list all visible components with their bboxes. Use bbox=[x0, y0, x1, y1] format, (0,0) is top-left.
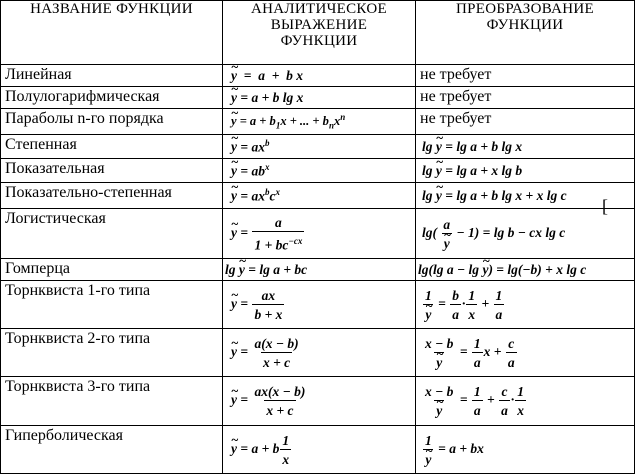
function-name: Линейная bbox=[1, 65, 223, 87]
function-name: Степенная bbox=[1, 135, 223, 159]
expression-parabola: ~ $y = a + b_1x$ + ... + $b_nx^n$ bbox=[223, 109, 416, 135]
expression-tornqvist-2: ~ y = $\frac{a(x - b)}{x + c}$ bbox=[223, 329, 416, 377]
expression-gompertz: lg ~ y = lg a + bc bbox=[223, 259, 416, 281]
transform-power: lg ~ y = lg a + b lg x bbox=[416, 135, 635, 159]
transform-logistic: lg( a ~ y − 1) = lg b − cx lg c bbox=[416, 209, 635, 259]
table-row bbox=[1, 209, 635, 259]
header-row bbox=[1, 1, 635, 65]
table-row bbox=[1, 329, 635, 377]
table-row bbox=[1, 281, 635, 329]
function-name: Торнквиста 2-го типа bbox=[1, 329, 223, 377]
function-name: Показательная bbox=[1, 159, 223, 183]
transform-exponential: lg ~ y = lg a + x lg b bbox=[416, 159, 635, 183]
table-row bbox=[1, 259, 635, 281]
table-row bbox=[1, 183, 635, 209]
function-name: Показательно-степенная bbox=[1, 183, 223, 209]
table-row bbox=[1, 159, 635, 183]
transform-tornqvist-2: x − b ~ y = $\frac{1}{a}$ x + $\frac{c}{a}$ bbox=[416, 329, 635, 377]
expression-tornqvist-3: ~ y = $\frac{ax(x - b)}{x + c}$ bbox=[223, 377, 416, 426]
stray-bracket-mark: [ bbox=[602, 196, 608, 216]
expression-tornqvist-1: ~ y = $\frac{ax}{b + x}$ bbox=[223, 281, 416, 329]
transform-gompertz: lg(lg a − lg ~ y) = lg(−b) + x lg c bbox=[416, 259, 635, 281]
header-analytic-expression: АНАЛИТИЧЕСКОЕ ВЫРАЖЕНИЕ ФУНКЦИИ bbox=[223, 1, 416, 65]
function-name: Гиперболическая bbox=[1, 426, 223, 474]
expression-hyperbolic: ~ y = a + b $\frac{1}{x}$ bbox=[223, 426, 416, 474]
function-name: Логистическая bbox=[1, 209, 223, 259]
table-row bbox=[1, 109, 635, 135]
table-row bbox=[1, 135, 635, 159]
transform-not-required: не требует bbox=[416, 109, 635, 135]
table-row bbox=[1, 426, 635, 474]
expression-exp-power: ~ $y = ax^bc^x$ bbox=[223, 183, 416, 209]
table-row bbox=[1, 65, 635, 87]
transform-not-required: не требует bbox=[416, 87, 635, 109]
expression-linear: ~ y = a + b x bbox=[223, 65, 416, 87]
header-function-name: НАЗВАНИЕ ФУНКЦИИ bbox=[1, 1, 223, 65]
transform-exp-power: lg ~ y = lg a + b lg x + x lg c bbox=[416, 183, 635, 209]
transform-tornqvist-3: x − b ~ y = $\frac{1}{a}$ + $\frac{c}{a}$ · $\frac{1}{x}$ bbox=[416, 377, 635, 426]
function-name: Гомперца bbox=[1, 259, 223, 281]
transform-hyperbolic: 1 ~ y = a + bx bbox=[416, 426, 635, 474]
expression-exponential: ~ $y = ab^x$ bbox=[223, 159, 416, 183]
expression-power: ~ $y = ax^b$ bbox=[223, 135, 416, 159]
function-name: Параболы n-го порядка bbox=[1, 109, 223, 135]
expression-semilog: ~ y = a + b lg x bbox=[223, 87, 416, 109]
function-name: Торнквиста 1-го типа bbox=[1, 281, 223, 329]
function-name: Полулогарифмическая bbox=[1, 87, 223, 109]
expression-logistic: ~ y = $\frac{a}{1 + bc^{-cx}}$ bbox=[223, 209, 416, 259]
transform-not-required: не требует bbox=[416, 65, 635, 87]
header-transformation: ПРЕОБРАЗОВАНИЕ ФУНКЦИИ bbox=[416, 1, 635, 65]
table-row bbox=[1, 377, 635, 426]
transform-tornqvist-1: 1 ~ y = $\frac{b}{a}$ · $\frac{1}{x}$ + $\frac{1}{a}$ bbox=[416, 281, 635, 329]
function-name: Торнквиста 3-го типа bbox=[1, 377, 223, 426]
table-row bbox=[1, 87, 635, 109]
